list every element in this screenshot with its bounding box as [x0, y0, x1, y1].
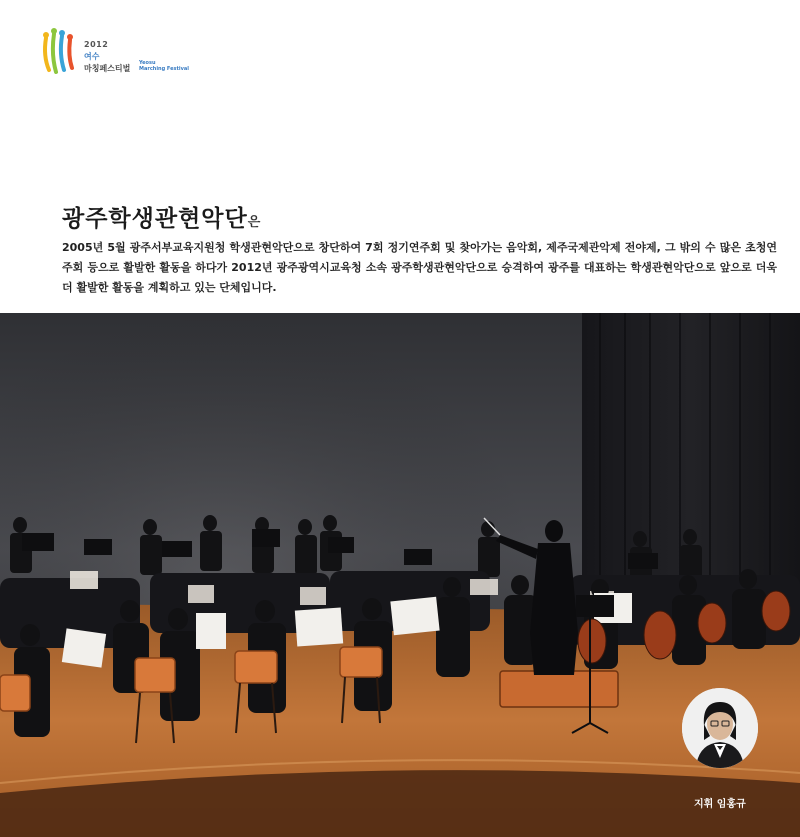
logo-english-line-1: Yeosu — [139, 60, 156, 66]
portrait-caption: 지휘 임홍규 — [694, 799, 746, 810]
logo-english-name — [139, 60, 189, 72]
logo-year: 2012 — [84, 40, 109, 49]
orchestra-concert-photo — [0, 313, 800, 837]
festival-logo — [40, 28, 200, 78]
logo-festival-name: 마칭페스티벌 — [84, 64, 131, 73]
conductor-portrait-image — [682, 688, 758, 768]
page-title: 광주학생관현악단 — [62, 206, 248, 232]
logo-city: 여수 — [84, 52, 100, 61]
page-title-suffix: 은 — [247, 215, 261, 230]
conductor-portrait — [682, 688, 758, 768]
page-heading — [62, 200, 260, 233]
festival-logo-icon — [40, 28, 82, 74]
intro-paragraph: 2005년 5월 광주서부교육지원청 학생관현악단으로 창단하여 7회 정기연주회 및 찾아가는 음악회, 제주국제관악제 전야제, 그 밖의 수 많은 초청연주회 등으로 활발한 활동을 하다가 2012년 광주광역시교육청 소속 광주학생관현악단으로 승격하여 광주를 대표하는 학생관현악단으로 앞으로 더욱 더 활발한 활동을 계획하고 있는 단체입니다. — [62, 241, 777, 294]
orchestra-stage-illustration — [0, 313, 800, 837]
logo-english-line-2: Marching Festival — [139, 66, 189, 72]
